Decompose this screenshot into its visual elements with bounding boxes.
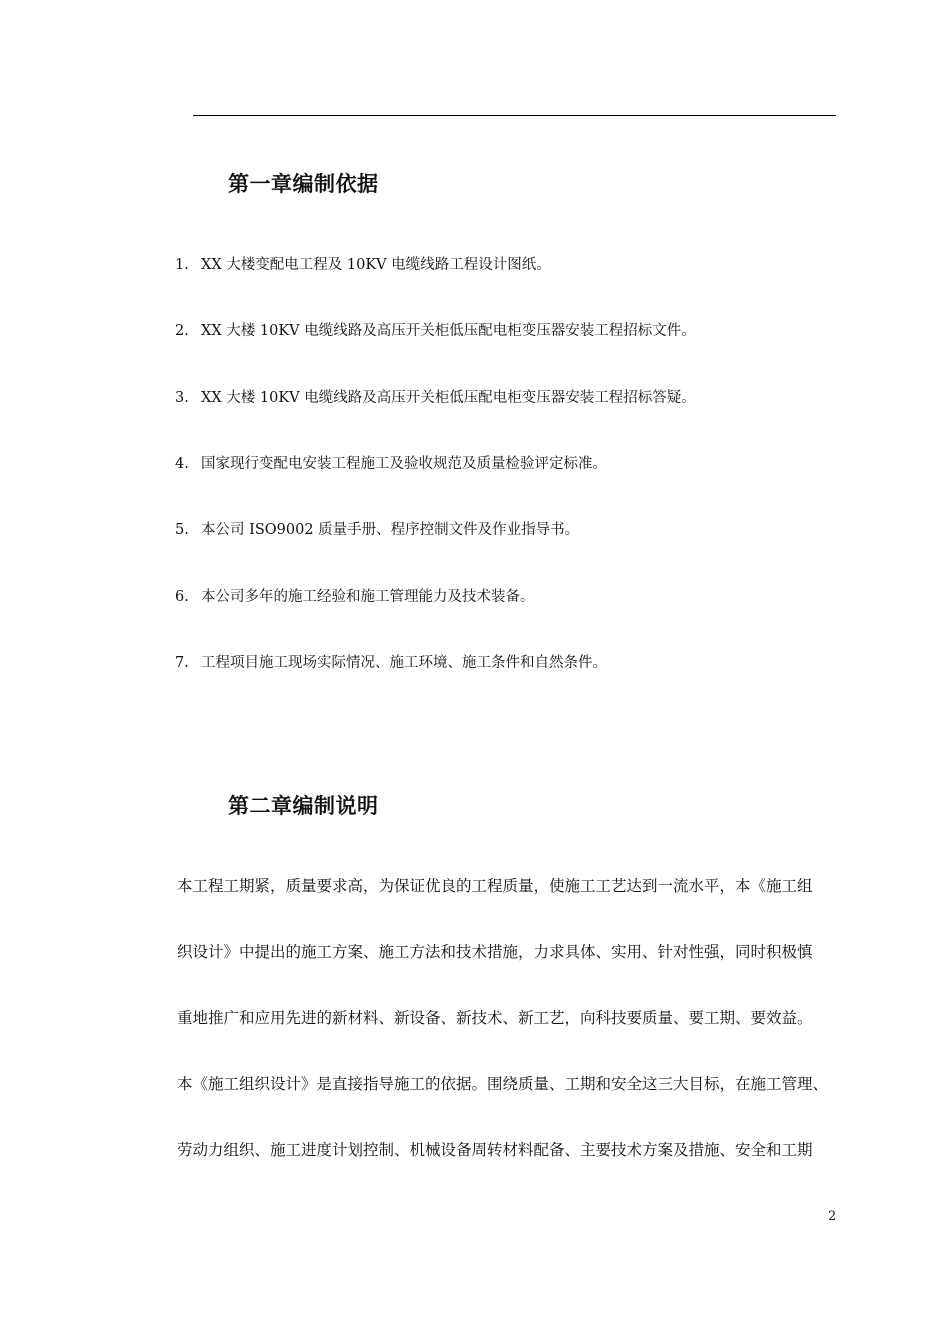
list-item bbox=[175, 521, 579, 539]
list-item-text: XX 大楼 10KV 电缆线路及高压开关柜低压配电柜变压器安装工程招标文件。 bbox=[201, 323, 696, 339]
list-item-text: 本公司 ISO9002 质量手册、程序控制文件及作业指导书。 bbox=[201, 522, 580, 538]
paragraph-line: 重地推广和应用先进的新材料、新设备、新技术、新工艺，向科技要质量、要工期、要效益。 bbox=[177, 1009, 813, 1027]
list-item-number: 7. bbox=[175, 655, 189, 671]
list-item-text: 本公司多年的施工经验和施工管理能力及技术装备。 bbox=[201, 589, 535, 605]
list-item-text: 工程项目施工现场实际情况、施工环境、施工条件和自然条件。 bbox=[201, 655, 607, 671]
list-item-text: 国家现行变配电安装工程施工及验收规范及质量检验评定标准。 bbox=[201, 456, 607, 472]
list-item-number: 2. bbox=[175, 323, 189, 339]
paragraph-line: 本工程工期紧，质量要求高，为保证优良的工程质量，使施工工艺达到一流水平，本《施工组 bbox=[177, 877, 813, 895]
paragraph-line: 劳动力组织、施工进度计划控制、机械设备周转材料配备、主要技术方案及措施、安全和工期 bbox=[177, 1141, 813, 1159]
list-item-number: 4. bbox=[175, 456, 189, 472]
list-item-number: 3. bbox=[175, 390, 189, 406]
list-item bbox=[175, 256, 551, 274]
chapter-1-title: 第一章编制依据 bbox=[228, 172, 379, 196]
chapter-2-title: 第二章编制说明 bbox=[228, 794, 379, 818]
list-item bbox=[175, 654, 607, 672]
list-item bbox=[175, 389, 696, 407]
page-number: 2 bbox=[828, 1209, 837, 1224]
list-item-number: 6. bbox=[175, 589, 189, 605]
list-item-text: XX 大楼变配电工程及 10KV 电缆线路工程设计图纸。 bbox=[201, 257, 551, 273]
list-item-text: XX 大楼 10KV 电缆线路及高压开关柜低压配电柜变压器安装工程招标答疑。 bbox=[201, 390, 696, 406]
list-item bbox=[175, 588, 535, 606]
list-item bbox=[175, 322, 696, 340]
paragraph-line: 织设计》中提出的施工方案、施工方法和技术措施，力求具体、实用、针对性强，同时积极慎 bbox=[177, 943, 813, 961]
paragraph-line: 本《施工组织设计》是直接指导施工的依据。围绕质量、工期和安全这三大目标，在施工管理、 bbox=[177, 1075, 829, 1093]
header-rule bbox=[193, 115, 836, 116]
list-item bbox=[175, 455, 607, 473]
list-item-number: 1. bbox=[175, 257, 189, 273]
list-item-number: 5. bbox=[175, 522, 189, 538]
